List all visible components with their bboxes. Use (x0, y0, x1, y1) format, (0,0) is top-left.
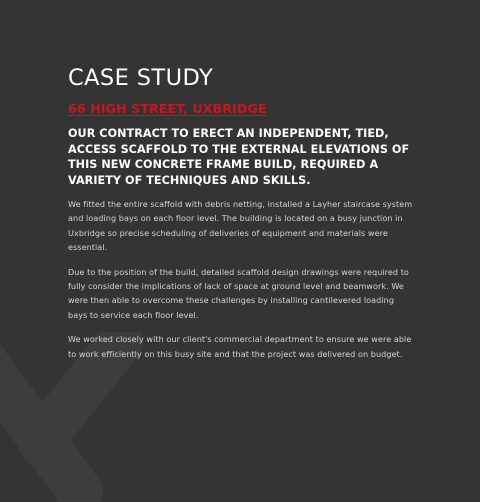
intro-statement: OUR CONTRACT TO ERECT AN INDEPENDENT, TIED, ACCESS SCAFFOLD TO THE EXTERNAL ELEVATIONS OF THIS NEW CONCRETE FRAME BUILD, REQUIRED A VARIETY OF TECHNIQUES AND SKILLS. (68, 127, 410, 187)
body-paragraph: Due to the position of the build, detailed scaffold design drawings were required to fully consider the implications of lack of space at ground level and beamwork. We were then able to overcome these challenges by installing cantilevered loading bays to service each floor level. (68, 266, 409, 320)
case-study-content (68, 62, 414, 361)
page-title: CASE STUDY (68, 65, 214, 91)
body-paragraph: We worked closely with our client's commercial department to ensure we were able to work efficiently on this busy site and that the project was delivered on budget. (68, 334, 412, 359)
project-address: 66 HIGH STREET, UXBRIDGE (68, 101, 267, 116)
body-paragraph: We fitted the entire scaffold with debris netting, installed a Layher staircase system and loading bays on each floor level. The building is located on a busy junction in Uxbridge so precise scheduling of deliveries of equipment and materials were essential. (68, 199, 413, 253)
